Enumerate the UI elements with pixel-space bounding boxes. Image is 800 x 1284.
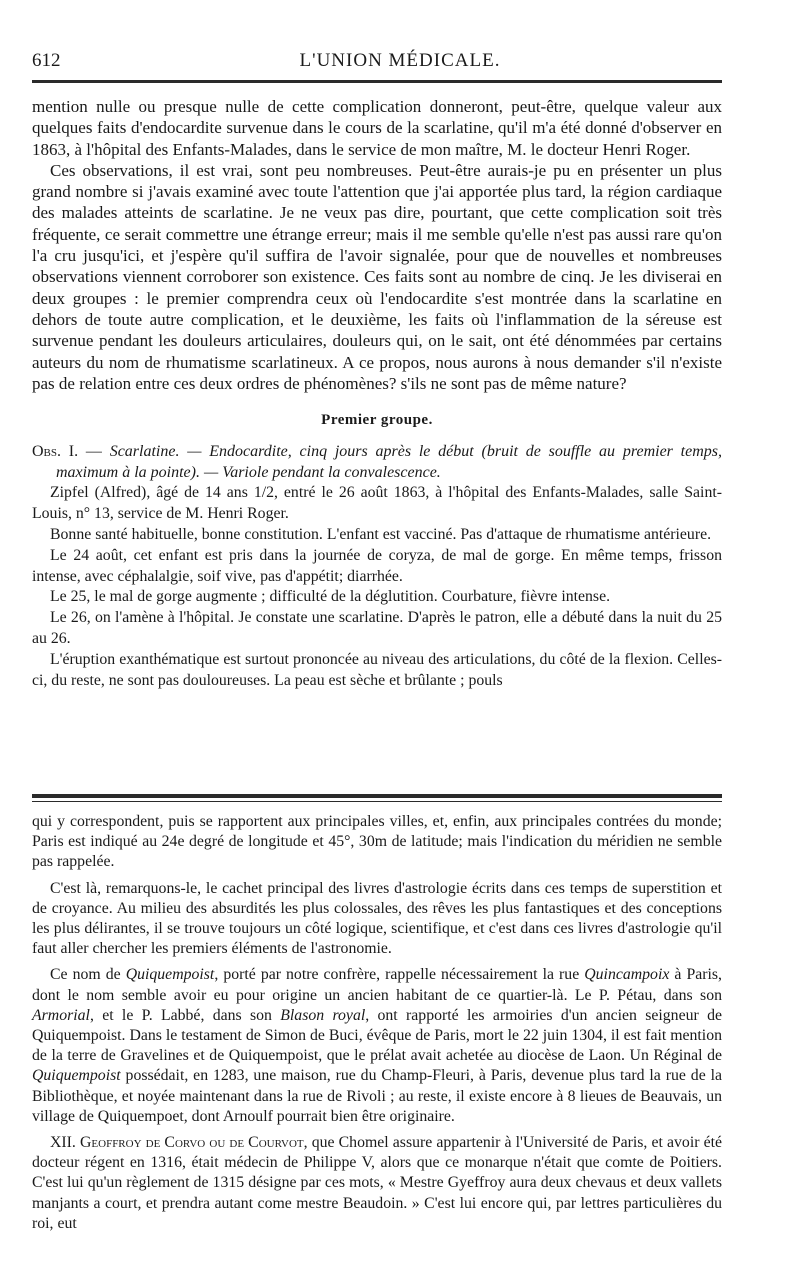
italic-name: Quiquempoist bbox=[32, 1067, 121, 1085]
case-paragraph: Bonne santé habituelle, bonne constitution. L'enfant est vacciné. Pas d'attaque de rhumatisme antérieure. bbox=[50, 526, 712, 544]
case-paragraph: L'éruption exanthématique est surtout prononcée au niveau des articulations, du côté de la flexion. Celles-ci, du reste, ne sont pas douloureuses. La peau est sèche et brûlante ; pouls bbox=[32, 650, 722, 689]
feuilleton-paragraph-4 bbox=[32, 1133, 722, 1234]
page-header bbox=[0, 0, 800, 80]
text-run: , porté par notre confrère, rappelle nécessairement la rue bbox=[214, 966, 585, 984]
case-paragraph: Zipfel (Alfred), âgé de 14 ans 1/2, entré le 26 août 1863, à l'hôpital des Enfants-Malades, salle Saint-Louis, n° 13, service de M. Henri Roger. bbox=[32, 484, 722, 523]
feuilleton-separator bbox=[32, 794, 722, 798]
case-paragraph: Le 24 août, cet enfant est pris dans la journée de coryza, de mal de gorge. En même temps, frisson intense, avec céphalalgie, soif vive, pas d'appétit; diarrhée. bbox=[32, 546, 722, 585]
italic-name: Quiquempoist bbox=[125, 966, 215, 984]
italic-name: Quincampoix bbox=[584, 966, 670, 984]
observation-label: Obs. I. bbox=[32, 443, 79, 461]
feuilleton-separator-thin bbox=[32, 801, 722, 802]
header-rule bbox=[32, 80, 722, 83]
main-article bbox=[32, 96, 722, 691]
paragraph-2: Ces observations, il est vrai, sont peu nombreuses. Peut-être aurais-je pu en présenter un plus grand nombre si j'avais examiné avec toute l'attention que j'ai apportée plus tard, la région cardiaque des malades atteints de scarlatine. Je ne veux pas dire, pourtant, que cette complication soit très fréquente, ce serait commettre une étrange erreur; mais il me semble qu'elle n'est pas aussi rare qu'on l'a cru jusqu'ici, et j'espère qu'il suffira de l'avoir signalée, pour que de nouvelles et nombreuses observations viennent corroborer son existence. Ces faits sont au nombre de cinq. Je les diviserai en deux groupes : le premier comprendra ceux où l'endocardite s'est montrée dans la scarlatine en dehors de toute autre complication, et le deuxième, les faits où l'inflammation de la séreuse est survenue pendant les douleurs articulaires, douleurs qui, on le sait, ont été dénommées par certains auteurs du nom de rhumatisme scarlatineux. A ce propos, nous aurons à nous demander s'il n'existe pas de relation entre ces deux ordres de phénomènes? s'ils ne sont pas de même nature? bbox=[32, 160, 722, 393]
journal-title: L'UNION MÉDICALE. bbox=[299, 50, 501, 71]
italic-work-title: Armorial bbox=[32, 1006, 90, 1024]
section-heading: Premier groupe. bbox=[321, 412, 433, 429]
paragraph-1: mention nulle ou presque nulle de cette complication donneront, peut-être, quelque valeur aux quelques faits d'endocardite survenue dans le cours de la scarlatine, qu'il m'a été donné d'observer en 1863, à l'hôpital des Enfants-Malades, dans le service de mon maître, M. le docteur Henri Roger. bbox=[32, 97, 722, 159]
feuilleton-paragraph-3 bbox=[32, 965, 722, 1127]
section-number: XII. bbox=[50, 1134, 80, 1152]
text-run: , que Chomel assure appartenir à l'Université de Paris, et avoir été docteur régent en 1316, était médecin de Philippe V, alors que ce monarque n'était que comte de Poitiers. C'est lui qu'un règlement de 1315 désigne par ces mots, « Mestre Gyeffroy aura deux chevaus et deux vallets manjants a court, et prendra autant come mestre Beaudoin. » C'est lui encore qui, par lettres particulières du roi, eut bbox=[32, 1134, 723, 1232]
text-run: possédait, en 1283, une maison, rue du Champ-Fleuri, à Paris, devenue plus tard la rue de la Bibliothèque, et noyée maintenant dans la rue de Rivoli ; au reste, il existe encore à 8 lieues de Beauvais, un village de Quiquempoet, dont Arnoulf pourrait bien être originaire. bbox=[32, 1067, 722, 1125]
person-name: Geoffroy de Corvo ou de Courvot bbox=[80, 1134, 304, 1152]
case-paragraph: Le 25, le mal de gorge augmente ; difficulté de la déglutition. Courbature, fièvre intense. bbox=[50, 588, 611, 606]
text-run: , ont rapporté les armoiries d'un ancien seigneur de Quiquempoist. Dans le testament de Simon de Buci, évêque de Paris, mort le 22 juin 1304, il est fait mention de la terre de Gravelines et de Quiquempoist, que le prélat avait achetée au diocèse de Laon. Un Réginal de bbox=[32, 1006, 722, 1065]
observation-title bbox=[32, 441, 722, 483]
observation-summary: Scarlatine. — Endocardite, cinq jours après le début (bruit de souffle au premier temps, maximum à la pointe). — Variole pendant la convalescence. bbox=[56, 443, 723, 482]
text-run: , et le P. Labbé, dans son bbox=[89, 1006, 281, 1024]
feuilleton-paragraph-1: qui y correspondent, puis se rapportent aux principales villes, et, enfin, aux principales contrées du monde; Paris est indiqué au 24e degré de longitude et 45°, 30m de latitude; mais l'indication du méridien ne semble pas rappelée. bbox=[32, 813, 722, 871]
text-run: à Paris, dont le nom semble avoir eu pour origine un ancien habitant de ce quartier-là. Le P. Pétau, dans son bbox=[32, 966, 723, 1004]
observation-dash: — bbox=[78, 443, 110, 461]
italic-work-title: Blason royal bbox=[280, 1006, 366, 1024]
case-paragraph: Le 26, on l'amène à l'hôpital. Je constate une scarlatine. D'après le patron, elle a débuté dans la nuit du 25 au 26. bbox=[32, 609, 722, 648]
text-run: Ce nom de bbox=[50, 966, 126, 984]
feuilleton bbox=[32, 812, 722, 1240]
feuilleton-paragraph-2: C'est là, remarquons-le, le cachet principal des livres d'astrologie écrits dans ces temps de superstition et de croyance. Au milieu des absurdités les plus colossales, des rêves les plus fantastiques et des conceptions les plus délirantes, il se trouve toujours un côté logique, scientifique, et c'est dans ces livres d'astrologie qu'il faut aller chercher les premiers éléments de l'astronomie. bbox=[32, 879, 722, 958]
case-report bbox=[32, 483, 722, 691]
page-number: 612 bbox=[32, 50, 61, 71]
